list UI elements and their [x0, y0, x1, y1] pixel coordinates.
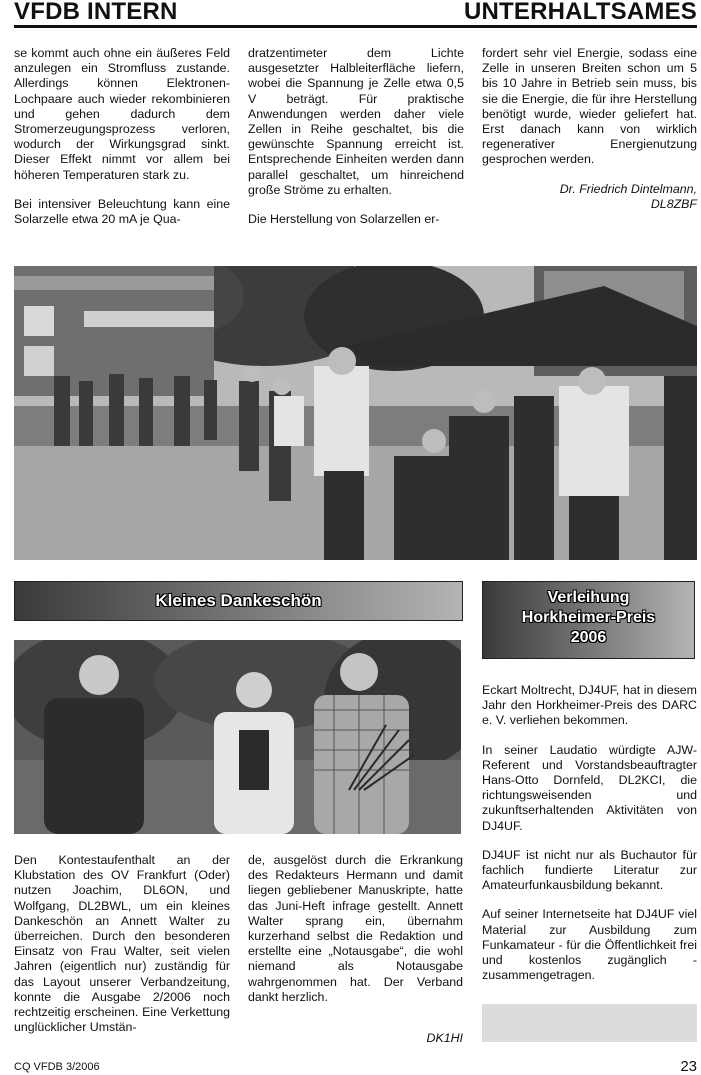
gray-placeholder-box	[482, 1004, 697, 1042]
paragraph: Auf seiner Internetseite hat DJ4UF viel Material zur Ausbildung zum Funkamateur - für die Öffentlichkeit frei und kostenlos zugänglich - zusammengetragen.	[482, 907, 697, 983]
paragraph: Bei intensiver Beleuchtung kann eine Solarzelle etwa 20 mA je Qua-	[14, 196, 230, 227]
dankeschoen-column-2	[248, 853, 463, 1005]
article-column-3	[482, 46, 697, 212]
article-column-2	[248, 46, 464, 227]
crowd-photo	[14, 266, 697, 560]
title-line: Verleihung	[547, 589, 630, 606]
dankeschoen-column-1	[14, 853, 230, 1035]
horkheimer-column	[482, 683, 697, 983]
paragraph: se kommt auch ohne ein äußeres Feld anzulegen ein Stromfluss zustande. Allerdings können Elektronen-Lochpaare auch wieder rekombinieren und gehen dadurch dem Stromerzeugungsprozess verloren, wodurch der Wirkungsgrad sinkt. Dieser Effekt nimmt vor allem bei höheren Temperaturen stark zu.	[14, 46, 230, 182]
paragraph: Eckart Moltrecht, DJ4UF, hat in diesem Jahr den Horkheimer-Preis des DARC e. V. verliehen bekommen.	[482, 683, 697, 728]
author-callsign: DL8ZBF	[650, 196, 697, 211]
title-line: Horkheimer-Preis	[521, 609, 656, 626]
section-header-right: UNTERHALTSAMES	[463, 0, 697, 25]
footer-issue: CQ VFDB 3/2006	[14, 1061, 100, 1073]
author-name: Dr. Friedrich Dintelmann,	[559, 181, 697, 196]
header-rule	[14, 25, 697, 28]
horkheimer-title-banner	[482, 581, 695, 659]
paragraph: DJ4UF ist nicht nur als Buchautor für fachlich fundierte Literatur zur Amateurfunkausbildung bekannt.	[482, 847, 697, 893]
paragraph: Den Kontestaufenthalt an der Klubstation des OV Frankfurt (Oder) nutzen Joachim, DL6ON, und Wolfgang, DL2BWL, um ein kleines Dankeschön an Annett Walter zu überreichen. Durch den besonderen Einsatz von Frau Walter, seit vielen Jahren (eigentlich nur) zuständig für das Layout unserer Verbandzeitung, konnte die Ausgabe 2/2006 noch rechtzeitig erscheinen. Eine Verkettung unglücklicher Umstän-	[14, 853, 230, 1035]
handover-photo	[14, 640, 461, 834]
dankeschoen-title-banner: Kleines Dankeschön	[14, 581, 463, 621]
title-line: 2006	[570, 629, 607, 646]
paragraph: dratzentimeter dem Lichte ausgesetzter Halbleiterfläche liefern, wobei die Spannung je Zelle etwa 0,5 V beträgt. Für praktische Anwendungen werden daher viele Zellen in Reihe geschaltet, bis die gewünschte Spannung erreicht ist. Entsprechende Einheiten werden dann parallel geschaltet, um hinreichend große Ströme zu erhalten.	[248, 46, 464, 197]
dankeschoen-signature: DK1HI	[426, 1031, 463, 1045]
paragraph: Die Herstellung von Solarzellen er-	[248, 212, 440, 227]
paragraph: In seiner Laudatio würdigte AJW-Referent und Vorstandsbeauftragter Hans-Otto Dornfeld, DL2KCI, die richtungsweisenden und zukunftserhaltenden Aktivitäten von DJ4UF.	[482, 742, 697, 833]
page-number: 23	[680, 1058, 697, 1075]
paragraph: fordert sehr viel Energie, sodass eine Zelle in unseren Breiten schon um 5 bis 10 Jahre in Betrieb sein muss, bis sie die Energie, die für ihre Herstellung benötigt wurde, wieder geliefert hat. Erst danach kann von wirklich regenerativer Energienutzung gesprochen werden.	[482, 46, 697, 167]
article-column-1	[14, 46, 230, 227]
paragraph: de, ausgelöst durch die Erkrankung des Redakteurs Hermann und damit liegen gebliebener Manuskripte, hatte das Juni-Heft infrage gestellt. Annett Walter sprang ein, übernahm kurzerhand selbst die Redaktion und erstellte eine „Notausgabe“, die wohl niemand als Notausgabe wahrgenommen hat. Der Verband dankt herzlich.	[248, 853, 463, 1004]
section-header-left: VFDB INTERN	[14, 0, 178, 25]
